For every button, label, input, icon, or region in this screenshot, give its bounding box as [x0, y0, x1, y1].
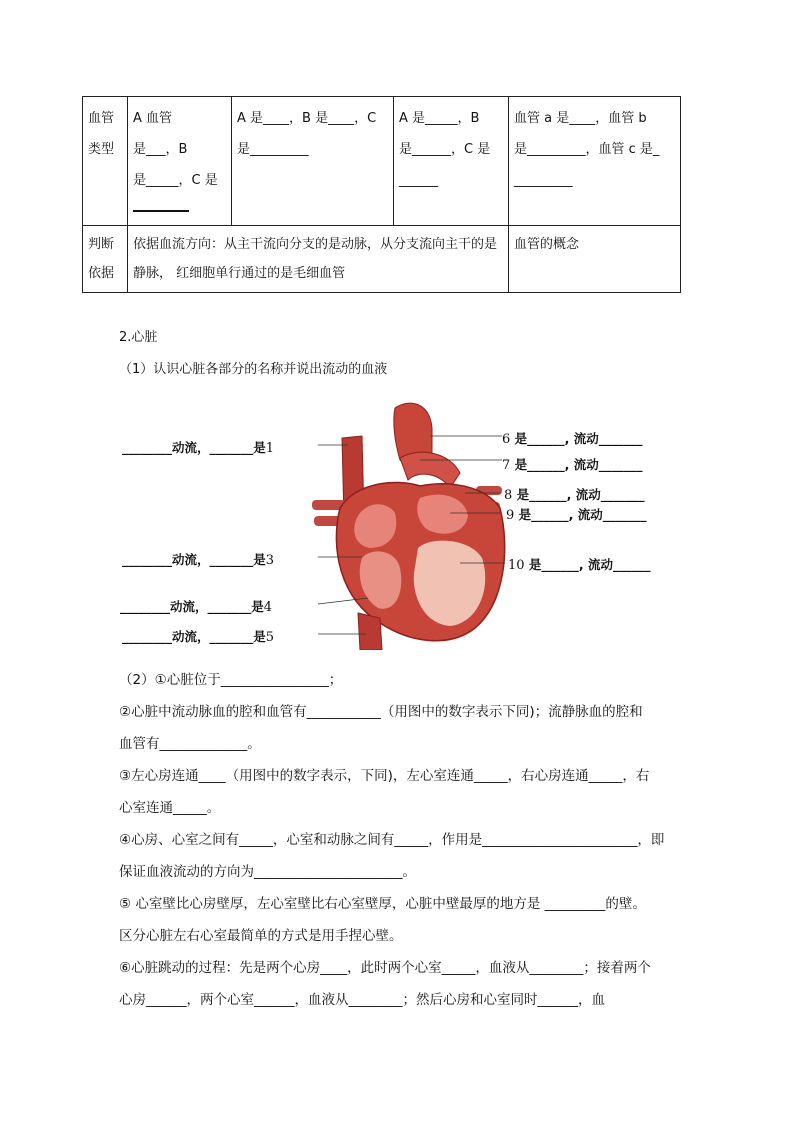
diagram-label-7: 7 是______, 流动_______ — [502, 457, 643, 473]
cell-line: 是_____，C 是 — [133, 173, 218, 188]
table-cell — [509, 97, 681, 226]
diagram-label-9: 9 是______, 流动_______ — [506, 507, 647, 523]
table-cell — [128, 97, 232, 226]
table-cell — [394, 97, 509, 226]
inferior-vena-cava — [358, 613, 382, 650]
diagram-label-10: 10 是______, 流动______ — [508, 557, 651, 573]
diagram-label-3: ________动流，_______是3 — [122, 552, 275, 568]
question-line: （2）①心脏位于________________； — [119, 672, 343, 688]
diagram-label-8: 8 是______, 流动_______ — [504, 487, 645, 503]
question-line: ②心脏中流动脉血的腔和血管有___________（用图中的数字表示下同)；流静脉血的腔和 — [119, 704, 643, 720]
cell-line: _________ — [514, 173, 573, 188]
subsection-title: （1）认识心脏各部分的名称并说出流动的血液 — [119, 362, 388, 377]
question-line: ③左心房连通____（用图中的数字表示，下同)，左心室连通_____，右心房连通_____，右 — [119, 768, 650, 784]
cell-line: A 是____，B 是____，C — [237, 111, 377, 126]
question-line: 心室连通_____。 — [119, 800, 221, 816]
cell-line: 是___，B — [133, 142, 188, 157]
section-title: 2.心脏 — [119, 330, 158, 345]
row-header-basis: 判断依据 — [83, 226, 128, 293]
cell-line: 是______，C 是 — [399, 142, 491, 157]
cell-line: 是_________ — [237, 142, 309, 157]
answer-blank — [133, 196, 226, 214]
vessel-table — [82, 96, 681, 293]
question-line: 血管有_____________。 — [119, 736, 261, 752]
diagram-label-5: ________动流，_______是5 — [122, 629, 275, 645]
question-line: 区分心脏左右心室最简单的方式是用手捏心壁。 — [119, 928, 403, 944]
row-header-type: 血管类型 — [83, 97, 128, 226]
question-line: 心房______，两个心室______，血液从________；然后心房和心室同时______，血 — [119, 992, 605, 1008]
question-line: ⑤ 心室壁比心房壁厚，左心室壁比右心室壁厚，心脏中壁最厚的地方是 _________的壁。 — [119, 896, 646, 912]
table-cell: 血管的概念 — [509, 226, 681, 293]
question-line: ④心房、心室之间有_____，心室和动脉之间有_____，作用是_______________________，即 — [119, 832, 665, 848]
table-row — [83, 97, 681, 226]
cell-line: 是_________，血管 c 是_ — [514, 142, 660, 157]
diagram-label-4: ________动流，_______是4 — [120, 599, 273, 615]
question-line: 保证血液流动的方向为______________________。 — [119, 864, 416, 880]
cell-line: ______ — [399, 173, 438, 188]
cell-line: A 是_____，B — [399, 111, 480, 126]
cell-line: A 血管 — [133, 111, 173, 126]
cell-line: 血管 a 是____，血管 b — [514, 111, 647, 126]
diagram-label-1: ________动流，_______是1 — [122, 440, 275, 456]
question-line: ⑥心脏跳动的过程：先是两个心房____，此时两个心室_____，血液从________；接着两个 — [119, 960, 651, 976]
diagram-label-6: 6 是______, 流动_______ — [502, 431, 643, 447]
table-row — [83, 226, 681, 293]
table-cell — [232, 97, 394, 226]
heart-diagram — [300, 398, 530, 650]
table-cell: 依据血流方向：从主干流向分支的是动脉，从分支流向主干的是静脉， 红细胞单行通过的是毛细血管 — [128, 226, 509, 293]
